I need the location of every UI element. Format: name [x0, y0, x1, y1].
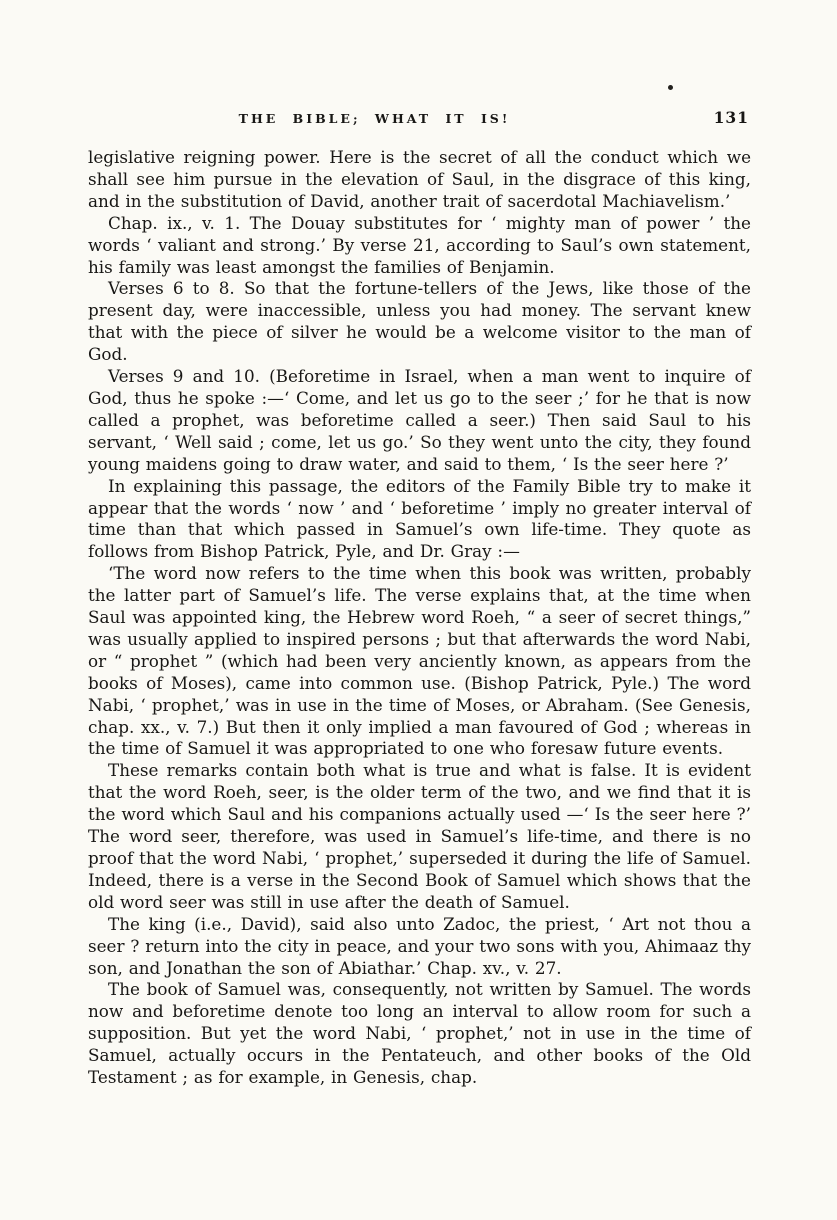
- paragraph-8: The king (i.e., David), said also unto Zadoc, the priest, ‘ Art not thou a seer ? return into the city in peace, and your two sons with you, Ahimaaz thy son, and Jonathan the son of Abiathar.’ Chap. xv., v. 27.: [88, 913, 751, 978]
- paragraph-2: Chap. ix., v. 1. The Douay substitutes for ‘ mighty man of power ’ the words ‘ valiant and strong.’ By verse 21, according to Saul’s own statement, his family was least amongst the families of Benjamin.: [88, 212, 751, 277]
- paragraph-4: Verses 9 and 10. (Beforetime in Israel, when a man went to inquire of God, thus he spoke :—‘ Come, and let us go to the seer ;’ for he that is now called a prophet, was beforetime called a seer.) Then said Saul to his servant, ‘ Well said ; come, let us go.’ So they went unto the city, they found young maidens going to draw water, and said to them, ‘ Is the seer here ?’: [88, 366, 751, 474]
- page-header: [88, 108, 751, 134]
- paragraph-3: Verses 6 to 8. So that the fortune-tellers of the Jews, like those of the present day, were inaccessible, unless you had money. The servant knew that with the piece of silver he would be a welcome visitor to the man of God.: [88, 278, 751, 365]
- ink-spot-artifact: [668, 85, 673, 90]
- page-number: 131: [713, 108, 749, 127]
- running-title: THE BIBLE; WHAT IT IS!: [238, 111, 511, 126]
- page-body: [88, 147, 751, 1089]
- paragraph-1: legislative reigning power. Here is the secret of all the conduct which we shall see him pursue in the elevation of Saul, in the disgrace of this king, and in the substitution of David, another trait of sacerdotal Machiavelism.’: [88, 147, 751, 211]
- paragraph-7: These remarks contain both what is true and what is false. It is evident that the word Roeh, seer, is the older term of the two, and we find that it is the word which Saul and his companions actually used —‘ Is the seer here ?’ The word seer, therefore, was used in Samuel’s life-time, and there is no proof that the word Nabi, ‘ prophet,’ superseded it during the life of Samuel. Indeed, there is a verse in the Second Book of Samuel which shows that the old word seer was still in use after the death of Samuel.: [88, 760, 751, 912]
- paragraph-5: In explaining this passage, the editors of the Family Bible try to make it appear that the words ‘ now ’ and ‘ beforetime ’ imply no greater interval of time than that which passed in Samuel’s own life-time. They quote as follows from Bishop Patrick, Pyle, and Dr. Gray :—: [88, 475, 751, 562]
- paragraph-6: ‘The word now refers to the time when this book was written, probably the latter part of Samuel’s life. The verse explains that, at the time when Saul was appointed king, the Hebrew word Roeh, “ a seer of secret things,” was usually applied to inspired persons ; but that afterwards the word Nabi, or “ prophet ” (which had been very anciently known, as appears from the books of Moses), came into common use. (Bishop Patrick, Pyle.) The word Nabi, ‘ prophet,’ was in use in the time of Moses, or Abraham. (See Genesis, chap. xx., v. 7.) But then it only implied a man favoured of God ; whereas in the time of Samuel it was appropriated to one who foresaw future events.: [88, 563, 751, 759]
- paragraph-9: The book of Samuel was, consequently, not written by Samuel. The words now and beforetime denote too long an interval to allow room for such a supposition. But yet the word Nabi, ‘ prophet,’ not in use in the time of Samuel, actually occurs in the Pentateuch, and other books of the Old Testament ; as for example, in Genesis, chap.: [88, 979, 751, 1088]
